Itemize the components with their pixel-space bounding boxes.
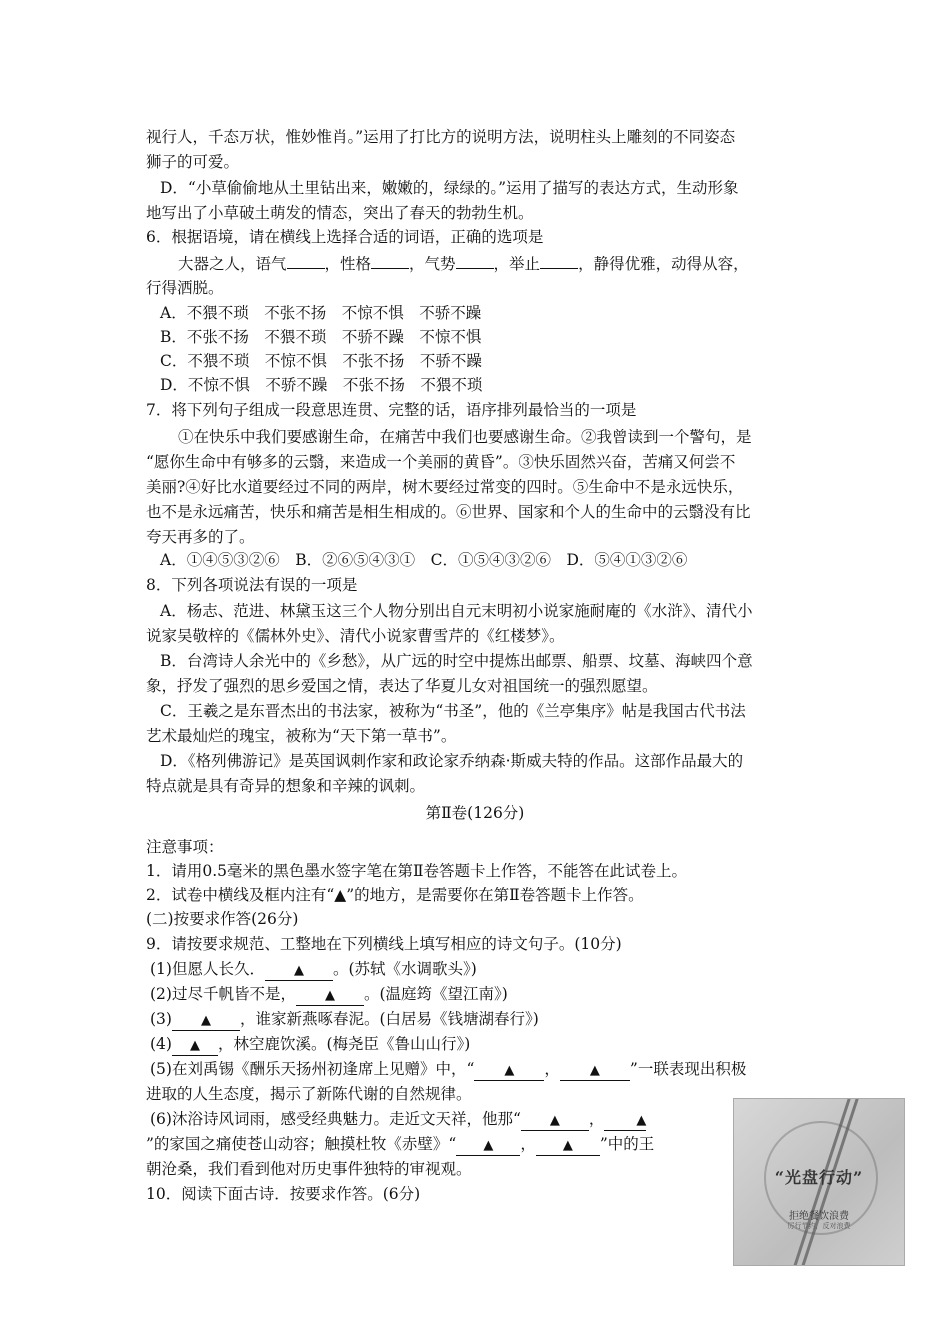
answer-marker-icon: ▲: [636, 1113, 647, 1128]
text-line: 狮子的可爱。: [146, 153, 240, 171]
answer-marker-icon: ▲: [324, 988, 335, 1003]
answer-blank[interactable]: [296, 985, 364, 1006]
question-6: 6．根据语境，请在横线上选择合适的词语，正确的选项是: [146, 228, 544, 246]
answer-marker-icon: ▲: [562, 1138, 573, 1153]
answer-marker-icon: ▲: [189, 1038, 200, 1053]
photo-subtitle: 拒绝餐饮浪费: [789, 1211, 849, 1222]
option-d: D．不惊不惧 不骄不躁 不张不扬 不猥不琐: [160, 376, 483, 394]
question-9-item-6-cont: 朝沧桑，我们看到他对历史事件独特的审视观。: [146, 1160, 472, 1178]
part-heading: (二)按要求作答(26分): [146, 910, 299, 928]
question-9: 9．请按要求规范、工整地在下列横线上填写相应的诗文句子。(10分): [146, 935, 622, 953]
question-9-item-4: (4) ▲ ，林空鹿饮溪。(梅尧臣《鲁山山行》): [150, 1033, 470, 1056]
notice-item: 1．请用0.5毫米的黑色墨水签字笔在第Ⅱ卷答题卡上作答，不能答在此试卷上。: [146, 862, 688, 880]
question-9-item-3: (3) ▲ ，谁家新燕啄春泥。(白居易《钱塘湖春行》): [150, 1008, 539, 1031]
notice-item: 2．试卷中横线及框内注有“▲”的地方，是需要你在第Ⅱ卷答题卡上作答。: [146, 886, 644, 904]
answer-marker-icon: ▲: [200, 1013, 211, 1028]
answer-marker-icon: ▲: [293, 963, 304, 978]
question-7: 7．将下列句子组成一段意思连贯、完整的话，语序排列最恰当的一项是: [146, 401, 637, 419]
passage-line: 夸天再多的了。: [146, 528, 255, 546]
answer-blank[interactable]: [604, 1110, 646, 1131]
option-a-cont: 说家吴敬梓的《儒林外史》、清代小说家曹雪芹的《红楼梦》。: [146, 627, 565, 645]
answer-marker-icon: ▲: [549, 1113, 560, 1128]
photo-caption: 厉行节约，反对浪费: [787, 1222, 851, 1230]
option-c: C．王羲之是东晋杰出的书法家，被称为“书圣”，他的《兰亭集序》帖是我国古代书法: [160, 702, 746, 720]
answer-blank[interactable]: [456, 268, 494, 269]
question-9-item-2: (2)过尽千帆皆不是， ▲ 。(温庭筠《望江南》): [150, 983, 508, 1006]
passage-line: ①在快乐中我们要感谢生命，在痛苦中我们也要感谢生命。②我曾读到一个警句，是: [178, 428, 752, 446]
option-c: C．不猥不琐 不惊不惧 不张不扬 不骄不躁: [160, 352, 482, 370]
option-a: A．不猥不琐 不张不扬 不惊不惧 不骄不躁: [160, 304, 482, 322]
answer-blank[interactable]: [172, 1035, 218, 1056]
question-9-item-5-cont: 进取的人生态度，揭示了新陈代谢的自然规律。: [146, 1085, 472, 1103]
answer-blank[interactable]: [560, 1060, 630, 1081]
question-10: 10．阅读下面古诗．按要求作答。(6分): [146, 1185, 421, 1203]
clean-plate-campaign-photo: [733, 1098, 905, 1266]
option-a: A．杨志、范进、林黛玉这三个人物分别出自元末明初小说家施耐庵的《水浒》、清代小: [160, 602, 753, 620]
answer-blank[interactable]: [265, 960, 333, 981]
option-b: B．台湾诗人余光中的《乡愁》，从广远的时空中提炼出邮票、船票、坟墓、海峡四个意: [160, 652, 753, 670]
text-line: 视行人，千态万状，惟妙惟肖。”运用了打比方的说明方法，说明柱头上雕刻的不同姿态: [146, 128, 736, 146]
answer-marker-icon: ▲: [589, 1063, 600, 1078]
question-6-stem: 大器之人，语气 ，性格 ，气势 ，举止 ，静得优雅，动得从容，: [178, 255, 749, 273]
answer-marker-icon: ▲: [504, 1063, 515, 1078]
option-b-cont: 象，抒发了强烈的思乡爱国之情，表达了华夏儿女对祖国统一的强烈愿望。: [146, 677, 658, 695]
passage-line: 美丽?④好比水道要经过不同的两岸，树木要经过常变的四时。⑤生命中不是永远快乐，: [146, 478, 744, 496]
question-7-options: A．①④⑤③②⑥ B．②⑥⑤④③① C．①⑤④③②⑥ D．⑤④①③②⑥: [160, 551, 688, 569]
answer-blank[interactable]: [474, 1060, 544, 1081]
section-title: 第Ⅱ卷(126分): [425, 804, 525, 822]
question-9-item-6: (6)沐浴诗风词雨，感受经典魅力。走近文天祥，他那“ ▲ ， ▲: [150, 1108, 646, 1131]
option-c-cont: 艺术最灿烂的瑰宝，被称为“天下第一草书”。: [146, 727, 457, 745]
option-d: D．《格列佛游记》是英国讽刺作家和政论家乔纳森·斯威夫特的作品。这部作品最大的: [160, 752, 744, 770]
answer-blank[interactable]: [456, 1135, 520, 1156]
question-9-item-6-cont: ”的家国之痛使苍山动容；触摸杜牧《赤壁》“ ▲ ， ▲ ”中的王: [146, 1133, 654, 1156]
answer-blank[interactable]: [540, 268, 578, 269]
question-9-item-1: (1)但愿人长久． ▲ 。(苏轼《水调歌头》): [150, 958, 477, 981]
answer-blank[interactable]: [172, 1010, 240, 1031]
question-9-item-5: (5)在刘禹锡《酬乐天扬州初逢席上见赠》中，“ ▲ ， ▲ ”一联表现出积极: [150, 1058, 746, 1081]
answer-blank[interactable]: [536, 1135, 600, 1156]
photo-slogan: “光盘行动”: [774, 1168, 864, 1187]
passage-line: “愿你生命中有够多的云翳，来造成一个美丽的黄昏”。③快乐固然兴奋，苦痛又何尝不: [146, 453, 736, 471]
answer-blank[interactable]: [287, 268, 325, 269]
notice-heading: 注意事项：: [146, 838, 224, 856]
answer-blank[interactable]: [371, 268, 409, 269]
option-b: B．不张不扬 不猥不琐 不骄不躁 不惊不惧: [160, 328, 482, 346]
passage-line: 也不是永远痛苦，快乐和痛苦是相生相成的。⑥世界、国家和个人的生命中的云翳没有比: [146, 503, 751, 521]
answer-blank[interactable]: [521, 1110, 589, 1131]
question-8: 8．下列各项说法有误的一项是: [146, 576, 358, 594]
question-6-stem-cont: 行得洒脱。: [146, 279, 224, 297]
option-d: D．“小草偷偷地从土里钻出来，嫩嫩的，绿绿的。”运用了描写的表达方式，生动形象: [160, 179, 739, 197]
option-d-cont: 特点就是具有奇异的想象和辛辣的讽刺。: [146, 777, 426, 795]
text-line: 地写出了小草破土萌发的情态，突出了春天的勃勃生机。: [146, 204, 534, 222]
answer-marker-icon: ▲: [483, 1138, 494, 1153]
